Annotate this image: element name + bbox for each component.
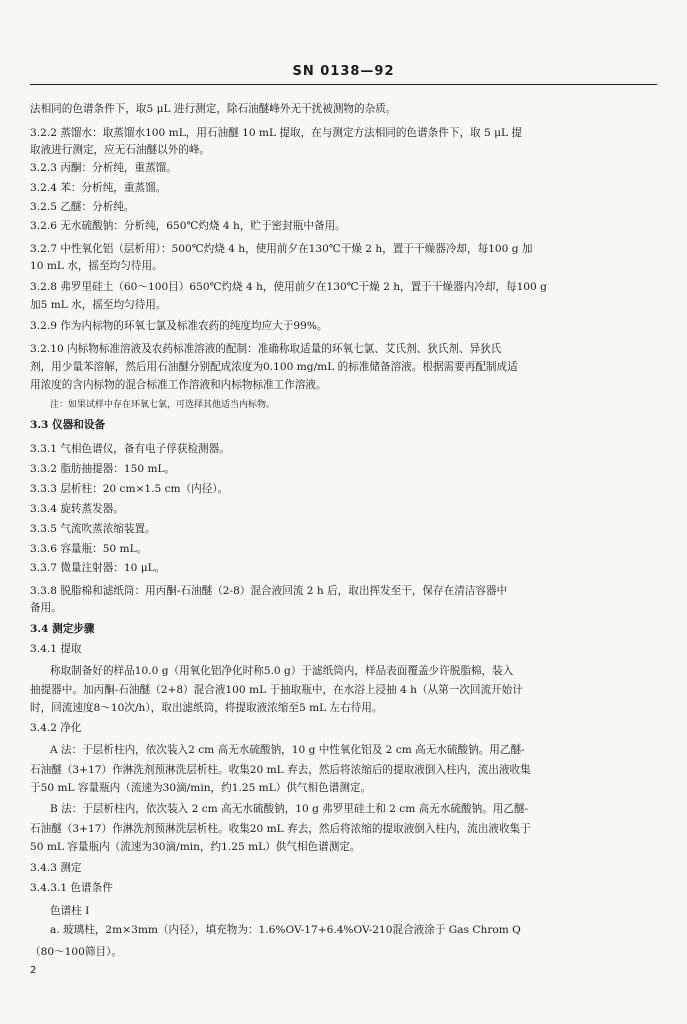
text-line: B 法：于层析柱内，依次装入 2 cm 高无水硫酸钠，10 g 弗罗里硅土和 2 cm 高无水硫酸钠。用乙醚- — [50, 803, 529, 815]
text-line: 3.4 测定步骤 — [30, 623, 95, 635]
text-line: 石油醚（3+17）作淋洗剂预淋洗层析柱。收集20 mL 弃去，然后将浓缩的提取液倒入柱内，流出液收集于 — [30, 823, 531, 835]
text-line: 3.3.5 气流吹蒸浓缩装置。 — [30, 523, 156, 535]
text-line: 取液进行测定，应无石油醚以外的峰。 — [30, 144, 211, 156]
text-line: 3.3.2 脂肪抽提器：150 mL。 — [30, 463, 176, 475]
text-line: 3.4.3.1 色谱条件 — [30, 882, 113, 894]
text-line: 3.2.5 乙醚：分析纯。 — [30, 201, 135, 213]
text-line: 抽提器中。加丙酮-石油醚（2+8）混合液100 mL 于抽取瓶中，在水浴上浸抽 4 h（从第一次回流开始计 — [30, 684, 523, 696]
text-line: 3.2.2 蒸馏水：取蒸馏水100 mL，用石油醚 10 mL 提取，在与测定方法相同的色谱条件下，取 5 μL 提 — [30, 127, 523, 139]
text-line: 3.3.8 脱脂棉和滤纸筒：用丙酮-石油醚（2-8）混合液回流 2 h 后，取出挥发至干，保存在清洁容器中 — [30, 585, 508, 597]
text-line: 3.2.4 苯：分析纯，重蒸馏。 — [30, 182, 167, 194]
text-line: A 法：于层析柱内，依次装入2 cm 高无水硫酸钠，10 g 中性氧化铝及 2 cm 高无水硫酸钠。用乙醚- — [50, 744, 525, 756]
text-line: 3.2.10 内标物标准溶液及农药标准溶液的配制：准确称取适量的环氧七氯、艾氏剂、狄氏剂、异狄氏 — [30, 343, 502, 355]
text-line: 石油醚（3+17）作淋洗剂预淋洗层析柱。收集20 mL 弃去，然后将浓缩后的提取液倒入柱内，流出液收集 — [30, 764, 531, 776]
text-line: 3.4.2 净化 — [30, 722, 82, 734]
text-line: 3.2.7 中性氧化铝（层析用）：500℃灼烧 4 h，使用前夕在130℃干燥 2 h，置于干燥器冷却，每100 g 加 — [30, 243, 533, 255]
text-line: 3.2.6 无水硫酸钠：分析纯，650℃灼烧 4 h，贮于密封瓶中备用。 — [30, 220, 346, 232]
text-line: 3.2.8 弗罗里硅土（60～100目）650℃灼烧 4 h，使用前夕在130℃干燥 2 h，置于干燥器内冷却，每100 g — [30, 281, 547, 293]
text-line: （80～100筛目）。 — [30, 946, 122, 958]
text-line: 时，回流速度8～10次/h），取出滤纸筒，将提取液浓缩至5 mL 左右待用。 — [30, 702, 383, 714]
text-line: 剂，用少量苯溶解，然后用石油醚分别配成浓度为0.100 mg/mL 的标准储备溶液。根据需要再配制成适 — [30, 361, 518, 373]
text-line: 于50 mL 容量瓶内（流速为30滴/min，约1.25 mL）供气相色谱测定。 — [30, 782, 372, 794]
page-number: 2 — [30, 965, 37, 976]
text-line: a. 玻璃柱，2m×3mm（内径），填充物为：1.6%OV-17+6.4%OV-210混合液涂于 Gas Chrom Q — [50, 924, 521, 936]
text-line: 3.3.3 层析柱：20 cm×1.5 cm（内径）。 — [30, 483, 229, 495]
header-divider — [30, 84, 657, 85]
text-line: 注：如果试样中存在环氧七氯，可选择其他适当内标物。 — [50, 400, 276, 410]
text-line: 色谱柱 I — [50, 905, 90, 917]
text-line: 50 mL 容量瓶内（流速为30滴/min，约1.25 mL）供气相色谱测定。 — [30, 841, 361, 853]
text-line: 用浓度的含内标物的混合标准工作溶液和内标物标准工作溶液。 — [30, 379, 327, 391]
text-line: 法相同的色谱条件下，取5 μL 进行测定，除石油醚峰外无干扰被测物的杂质。 — [30, 103, 397, 115]
text-line: 3.4.1 提取 — [30, 643, 82, 655]
text-line: 3.3.6 容量瓶：50 mL。 — [30, 543, 148, 555]
text-line: 10 mL 水，摇至均匀待用。 — [30, 260, 163, 272]
standard-number-header: SN 0138—92 — [292, 64, 395, 79]
text-line: 3.2.3 丙酮：分析纯，重蒸馏。 — [30, 162, 177, 174]
text-line: 3.3 仪器和设备 — [30, 419, 106, 431]
text-line: 加5 mL 水，摇至均匀待用。 — [30, 299, 167, 311]
text-line: 备用。 — [30, 602, 62, 614]
text-line: 3.3.4 旋转蒸发器。 — [30, 503, 124, 515]
text-line: 称取制备好的样品10.0 g（用氧化铝净化时称5.0 g）于滤纸筒内，样品表面覆盖少许脱脂棉，装入 — [50, 665, 514, 677]
text-line: 3.3.1 气相色谱仪，备有电子俘获检测器。 — [30, 443, 230, 455]
text-line: 3.3.7 微量注射器：10 μL。 — [30, 562, 166, 574]
text-line: 3.4.3 测定 — [30, 862, 82, 874]
text-line: 3.2.9 作为内标物的环氧七氯及标准农药的纯度均应大于99%。 — [30, 320, 328, 332]
